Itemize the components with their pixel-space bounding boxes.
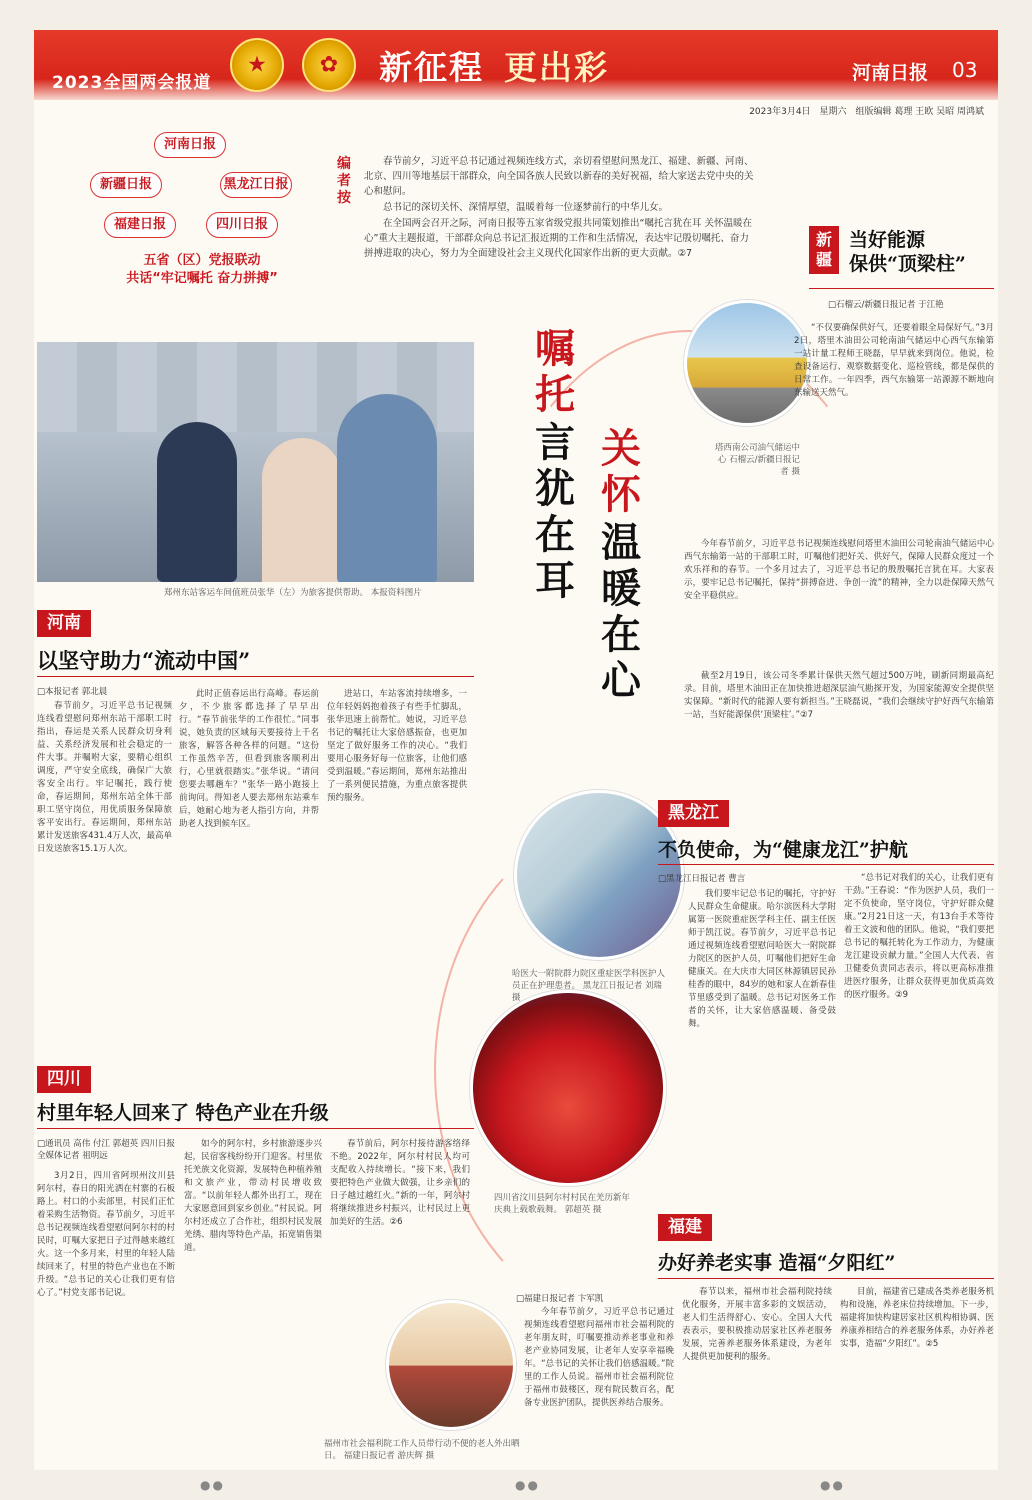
xinjiang-byline: □石榴云/新疆日报记者 于江艳: [828, 300, 944, 310]
xinjiang-headline: 当好能源 保供“顶梁柱”: [849, 229, 966, 275]
section-tag-sichuan: 四川: [37, 1066, 91, 1093]
report-label: 2023全国两会报道: [52, 73, 212, 93]
paper-pill-xinjiang: 新疆日报: [90, 172, 162, 198]
slogan-part-b: 更出彩: [504, 48, 609, 87]
fujian-column-1: 今年春节前夕，习近平总书记通过视频连线看望慰问福州市社会福利院的老年朋友时，叮嘱要推动养老事业和养老产业协同发展，让老年人安享幸福晚年。“总书记的关怀让我们倍感温暖。”院里的工作人员说。福州市社会福利院位于福州市鼓楼区，现有院民数百名，配备专业医护团队，提供医养结合服务。: [524, 1307, 674, 1408]
xinjiang-rule: [809, 288, 994, 289]
sichuan-photo: [470, 990, 666, 1186]
sichuan-headline: 村里年轻人回来了 特色产业在升级: [37, 1102, 329, 1124]
heilongjiang-rule: [658, 864, 994, 865]
dateline: 2023年3月4日 星期六 组版编辑 葛理 王欧 吴昭 周鸿斌: [749, 107, 984, 117]
xinjiang-photo-caption: 塔西南公司油气储运中心 石榴云/新疆日报记者 摄: [714, 443, 800, 477]
big-title-right-part1: 关 怀: [601, 425, 641, 518]
xinjiang-column-1: “不仅要确保供好气，还要着眼全局保好气。”3月2日，塔里木油田公司轮南油气储运中心西气东输第一站计量工程师王晓磊，早早就来到岗位。他说，检查设备运行、观察数据变化、巡检管线，都是保供的日常工作。一年四季，西气东输第一站源源不断地向东输送天然气。: [794, 323, 994, 398]
henan-column-2: 此时正值春运出行高峰。春运前夕，不少旅客都选择了早早出行。“春节前张华的工作很忙。”同事说，她负责的区域每天要接待上千名旅客，解答各种各样的问题。“这份工作虽然辛苦，但看到旅客顺利出行，心里就很踏实。”张华说。“请问您要去哪趟车？”张华一路小跑接上前询问。得知老人要去郑州东站乘车后，她耐心地为老人指引方向，并帮助老人找到候车区。: [179, 689, 319, 829]
newspaper-page: [34, 30, 998, 1470]
henan-headline: 以坚守助力“流动中国”: [37, 648, 251, 673]
footer-dots: ●●: [200, 1478, 225, 1492]
sichuan-column-1: 3月2日，四川省阿坝州汶川县阿尔村，春日的阳光洒在村寨的石板路上。村口的小卖部里，村民们正忙着采购生活物资。春节前夕，习近平总书记视频连线看望慰问阿尔村的村民时，叮嘱大家把日子过得越来越红火。这一个多月来，村里的年轻人陆续回来了，村里的特色产业也在不断升级。“总书记的关心让我们更有信心了。”村党支部书记说。: [37, 1171, 175, 1298]
xinjiang-column-3: 截至2月19日，该公司冬季累计保供天然气超过500万吨，刷新同期最高纪录。目前，塔里木油田正在加快推进超深层油气勘探开发，为国家能源安全提供坚实保障。“新时代的能源人要有新担当。”王晓磊说，“我们会继续守护好西气东输第一站，当好能源保供‘顶梁柱’。”②7: [684, 671, 994, 720]
footer-dots: ●●: [515, 1478, 540, 1492]
linkage-caption: [112, 252, 292, 288]
section-tag-henan: 河南: [37, 610, 91, 637]
page-number: 03: [952, 58, 978, 82]
section-tag-fujian: 福建: [658, 1214, 712, 1241]
big-title-left-part2: 言 犹 在 耳: [535, 419, 575, 604]
fujian-photo-caption: 福州市社会福利院工作人员带行动不便的老人外出晒日。 福建日报记者 游庆辉 摄: [324, 1439, 520, 1461]
footer-dots: ●●: [820, 1478, 845, 1492]
big-title-right-part2: 温 暖 在 心: [601, 519, 641, 704]
editor-note-paragraph: 总书记的深切关怀、深情厚望，温暖着每一位逐梦前行的中华儿女。: [383, 202, 669, 213]
paper-name: 河南日报: [852, 62, 929, 84]
main-photo: [37, 342, 474, 582]
paper-pill-fujian: 福建日报: [104, 212, 176, 238]
linkage-line-1: 五省（区）党报联动: [143, 253, 261, 268]
sichuan-byline: □通讯员 高伟 付江 郭超英 四川日报全媒体记者 祖明远: [37, 1139, 175, 1161]
fujian-column-2: 春节以来，福州市社会福利院持续优化服务，开展丰富多彩的文娱活动，老人们生活得舒心、安心。全国人大代表表示，要积极推动居家社区养老服务发展，完善养老服务体系建设，为老年人提供更加便利的服务。: [682, 1287, 832, 1362]
section-tag-xinjiang: 新疆: [809, 226, 839, 274]
heilongjiang-column-2: “总书记对我们的关心，让我们更有干劲。”王春说：“作为医护人员，我们一定不负使命，坚守岗位，守护好群众健康。”2月21日这一天，有13台手术等待着王文波和他的团队。他说，“我们要把总书记的嘱托转化为工作动力，为健康龙江建设贡献力量。”全国人大代表、省卫健委负责同志表示，将以更高标准推进医疗服务，让群众获得更加优质高效的医疗服务。②9: [844, 873, 994, 1000]
editor-note-paragraph: 春节前夕，习近平总书记通过视频连线方式，亲切看望慰问黑龙江、福建、新疆、河南、北京、四川等地基层干部群众，向全国各族人民致以新春的美好祝福，给大家送去党中央的关心和慰问。: [364, 156, 754, 197]
xinjiang-column-2: 今年春节前夕，习近平总书记视频连线慰问塔里木油田公司轮南油气储运中心西气东输第一站的干部职工时，叮嘱他们把好关、供好气，保障人民群众度过一个欢乐祥和的春节。一个多月过去了，习近平总书记的殷殷嘱托言犹在耳。大家表示，要牢记总书记嘱托，保持“拼搏奋进、争创一流”的精神，全力以赴保障天然气安全平稳供应。: [684, 539, 994, 601]
paper-pill-henan: 河南日报: [154, 132, 226, 158]
sichuan-rule: [37, 1128, 474, 1129]
editor-note-paragraph: 在全国两会召开之际，河南日报等五家省级党报共同策划推出“嘱托言犹在耳 关怀温暖在心”重大主题报道，干部群众向总书记汇报近期的工作和生活情况，表达牢记殷切嘱托、奋力拼搏进取的决心，努力为全面建设社会主义现代化国家作出新的更大贡献。②7: [364, 218, 752, 259]
slogan-part-a: 新征程: [379, 48, 484, 87]
cppcc-emblem-icon: ✿: [302, 38, 356, 92]
editor-note: [364, 154, 754, 262]
henan-byline: □本报记者 郭北晨: [37, 687, 108, 697]
header-band: [34, 30, 998, 100]
sichuan-column-2: 如今的阿尔村，乡村旅游逐步兴起，民宿客栈纷纷开门迎客。村里依托羌族文化资源，发展特色种植养殖和文旅产业，带动村民增收致富。“以前年轻人都外出打工，现在大家愿意回到家乡创业。”村民说。阿尔村还成立了合作社，组织村民发展羌绣、腊肉等特色产品，拓宽销售渠道。: [184, 1139, 322, 1253]
heilongjiang-column-1: 我们要牢记总书记的嘱托，守护好人民群众生命健康。哈尔滨医科大学附属第一医院重症医学科主任、副主任医师于凯江说。春节前夕，习近平总书记通过视频连线看望慰问哈医大一附院群力院区的医护人员，叮嘱他们把好生命健康关。在大庆市大同区林源镇居民孙桂香的眼中，84岁的她和家人在新春佳节里感受到了温暖。总书记对医务工作者的关怀，让大家倍感温暖、备受鼓舞。: [688, 889, 836, 1029]
sichuan-photo-caption: 四川省汶川县阿尔村村民在羌历新年庆典上载歌载舞。 郭超英 摄: [494, 1193, 631, 1215]
paper-pill-sichuan: 四川日报: [206, 212, 278, 238]
sichuan-column-3: 春节前后，阿尔村接待游客络绎不绝。2022年，阿尔村村民人均可支配收入持续增长。“接下来，我们要把特色产业做大做强，让乡亲们的日子越过越红火。”新的一年，阿尔村将继续推进乡村振兴，让村民过上更加美好的生活。②6: [330, 1139, 470, 1227]
henan-rule: [37, 676, 474, 677]
heilongjiang-byline: □黑龙江日报记者 曹言: [658, 874, 746, 884]
heilongjiang-headline: 不负使命，为“健康龙江”护航: [658, 839, 908, 861]
national-emblem-icon: ★: [230, 38, 284, 92]
slogan: [379, 42, 609, 89]
fujian-rule: [658, 1278, 994, 1279]
henan-column-1: 春节前夕，习近平总书记视频连线看望慰问郑州东站干部职工时指出，春运是关系人民群众切身利益、关系经济发展和社会稳定的一件大事。并嘱咐大家，要精心组织调度，严守安全底线，确保广大旅客安全出行。牢记嘱托，践行使命，春运期间，郑州东站全体干部职工坚守岗位，用优质服务保障旅客平安出行。春运期间，郑州东站累计发送旅客431.4万人次，最高单日发送旅客15.1万人次。: [37, 701, 172, 854]
heilongjiang-photo-caption: 哈医大一附院群力院区重症医学科医护人员正在护理患者。 黑龙江日报记者 刘瑞: [512, 969, 666, 991]
linkage-line-2: 共话“牢记嘱托 奋力拼搏”: [126, 271, 278, 286]
paper-pill-heilongjiang: 黑龙江日报: [220, 172, 292, 198]
main-photo-caption: 郑州东站客运车间值班员张华（左）为旅客提供帮助。 本报资料图片: [164, 588, 422, 598]
editor-note-tag: 编者按: [337, 156, 351, 206]
big-title-left-part1: 嘱 托: [535, 325, 575, 418]
fujian-photo: [386, 1300, 516, 1430]
henan-column-3: 进站口，车站客流持续增多，一位年轻妈妈抱着孩子有些手忙脚乱，张华迅速上前帮忙。她说，习近平总书记的嘱托让大家倍感振奋，也更加坚定了做好服务工作的决心。“我们要用心服务好每一位旅客，让他们感受到温暖。”春运期间，郑州东站推出了一系列便民措施，为重点旅客提供预约服务。: [327, 689, 467, 803]
xinjiang-photo: [684, 300, 810, 426]
fujian-column-3: 目前，福建省已建成各类养老服务机构和设施，养老床位持续增加。下一步，福建将加快构建居家社区机构相协调、医养康养相结合的养老服务体系，办好养老实事，造福“夕阳红”。②5: [840, 1287, 994, 1349]
section-tag-heilongjiang: 黑龙江: [658, 800, 729, 827]
fujian-byline: □福建日报记者 卞军凯: [516, 1294, 604, 1304]
fujian-headline: 办好养老实事 造福“夕阳红”: [658, 1252, 896, 1274]
